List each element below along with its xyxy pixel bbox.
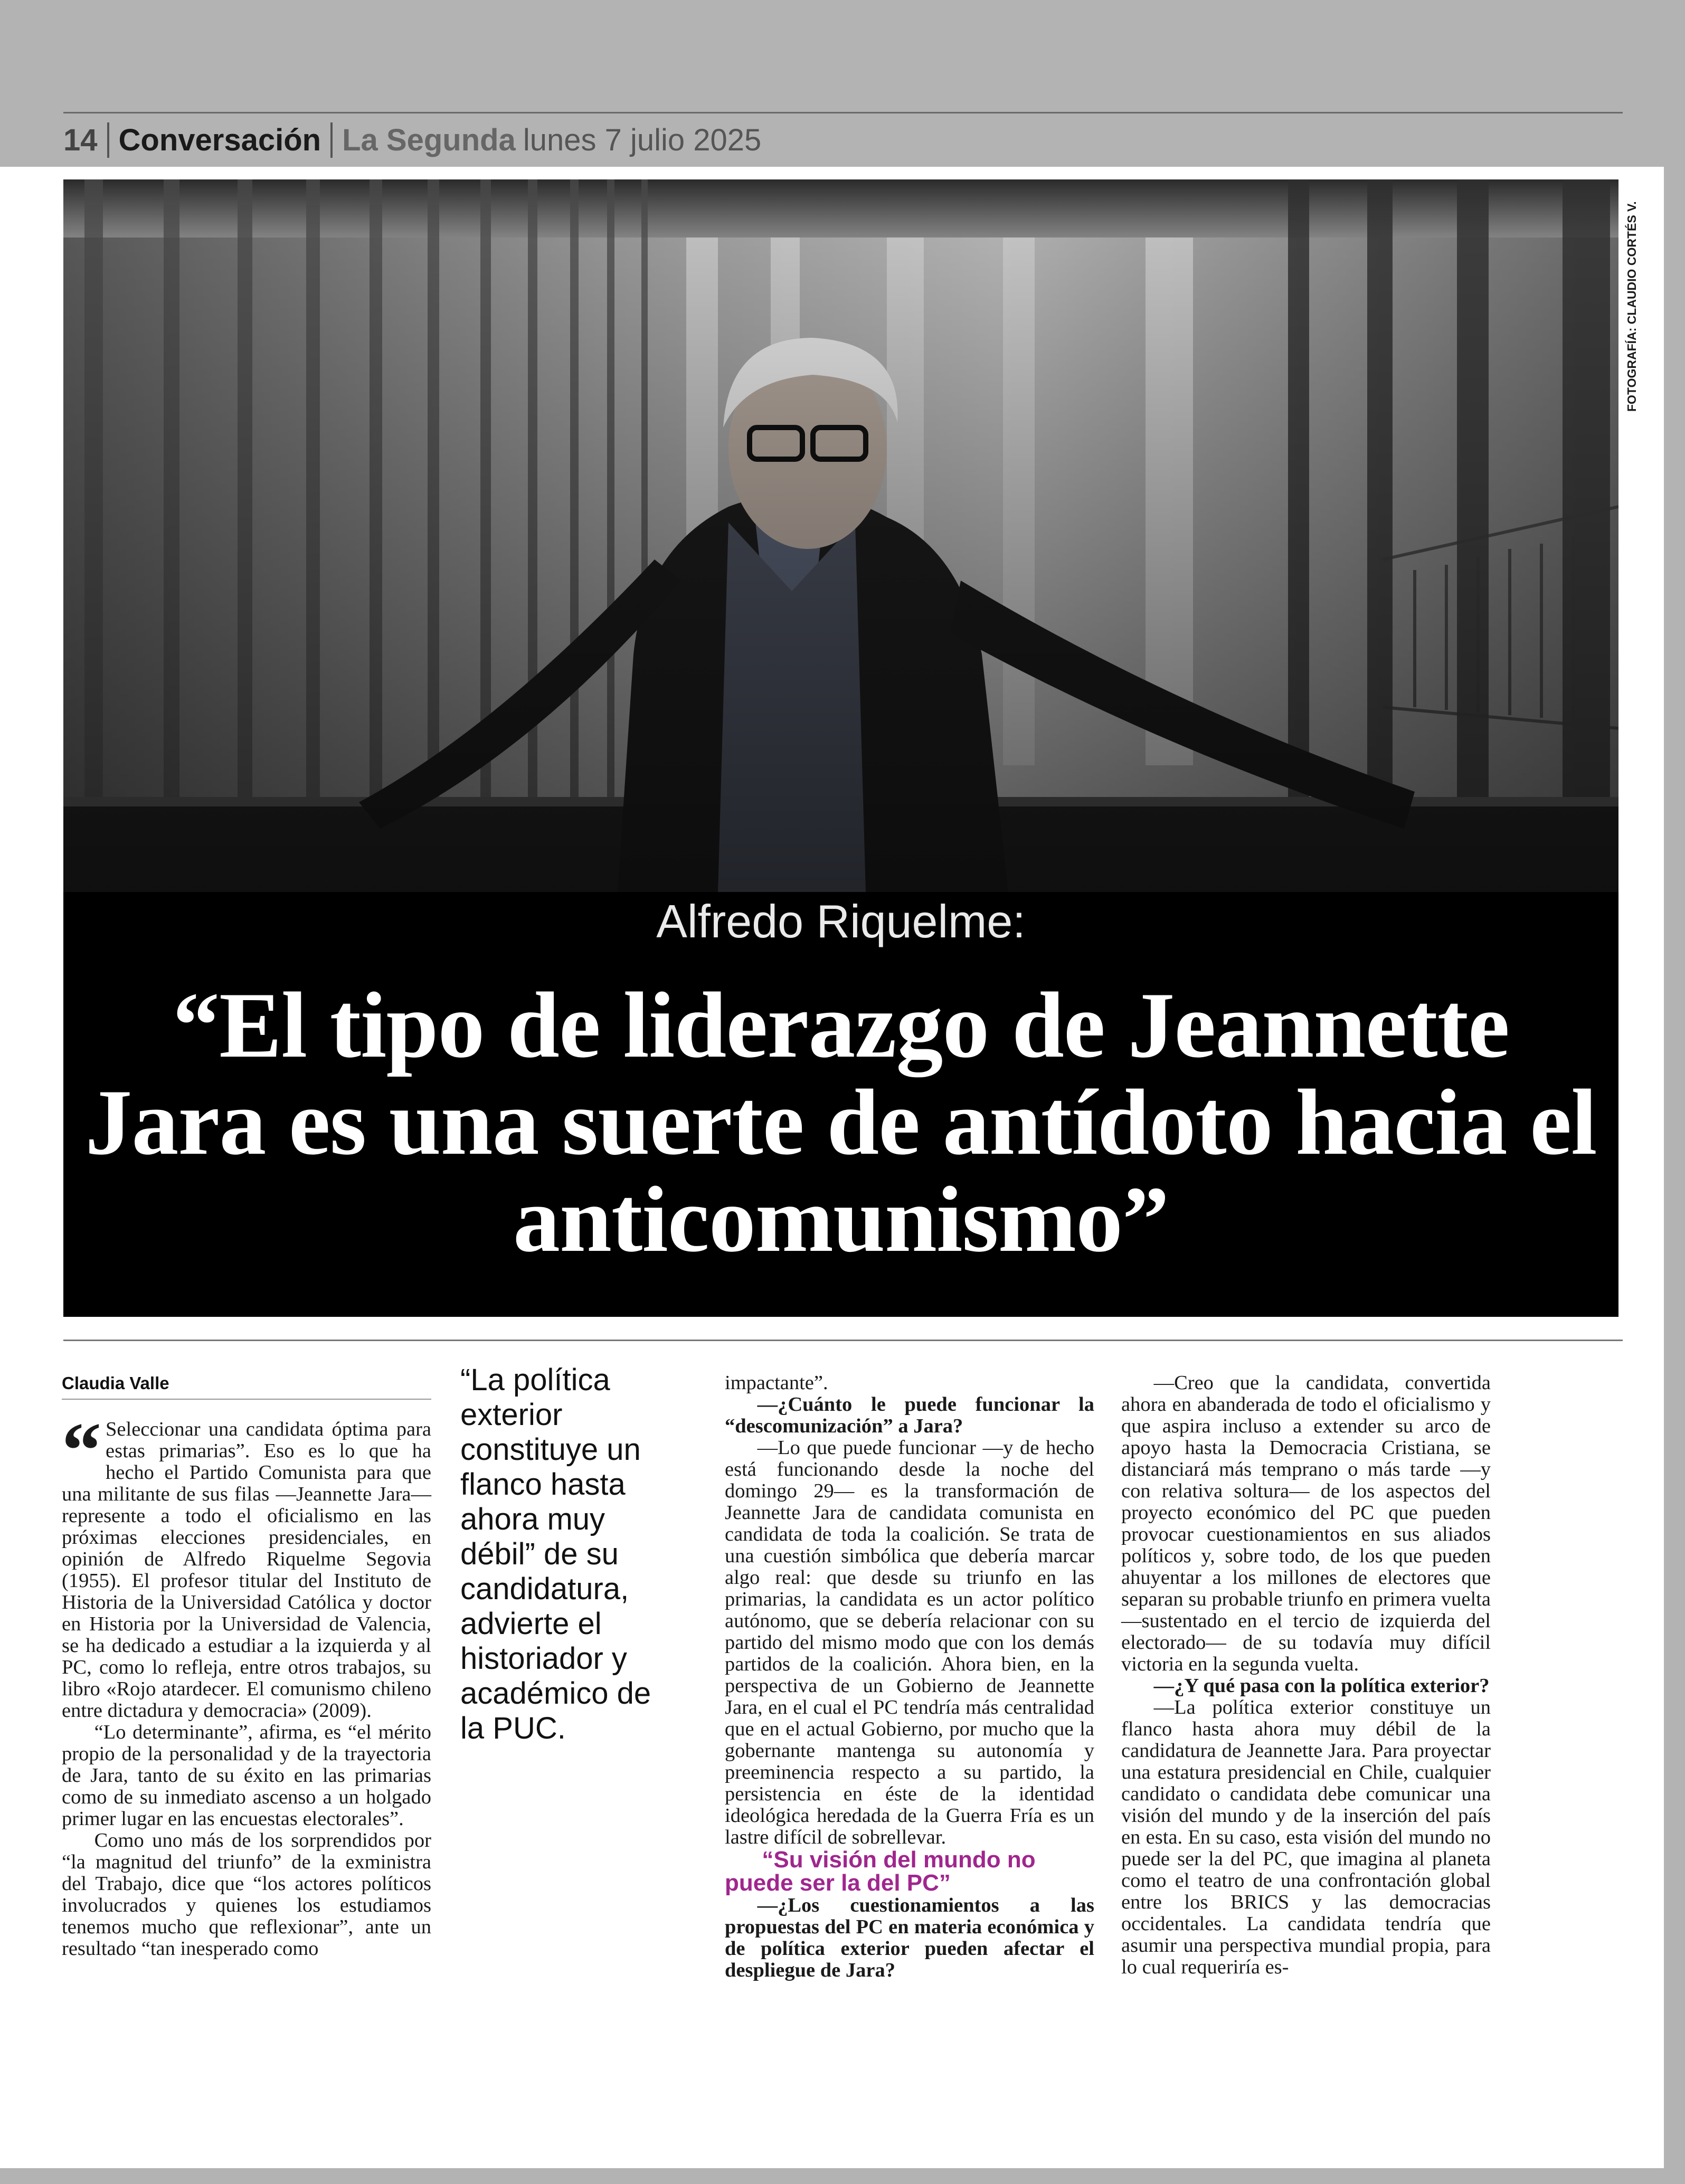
section-name: Conversación bbox=[109, 122, 333, 158]
article-paragraph: “ Seleccionar una candidata óptima para estas primarias”. Eso es lo que ha hecho el Partido Comunista para que una militante de sus filas —Jeannette Jara— represente a todo el oficialismo en las próximas elecciones presidenciales, en opinión de Alfredo Riquelme Segovia (1955). El profesor titular del Instituto de Historia de la Universidad Católica y doctor en Historia por la Universidad de Valencia, se ha dedicado a estudiar a la izquierda y al PC, como lo refleja, entre otros trabajos, su libro «Rojo atardecer. El comunismo chileno entre dictadura y democracia» (2009). bbox=[62, 1407, 431, 1722]
article-column-1 bbox=[62, 1407, 431, 1960]
drop-quote-mark: “ bbox=[62, 1407, 101, 1494]
headline-kicker: Alfredo Riquelme: bbox=[656, 895, 1026, 947]
interview-answer: —La política exterior constituye un flanco hasta ahora muy débil de la candidatura de Jeannette Jara. Para proyectar una estatura presidencial en Chile, cualquier candidato o candidata debe comunicar una visión del mundo y de la inserción del país en esta. En su caso, esta visión del mundo no puede ser la del PC, que imagina al planeta como el teatro de una confrontación global entre los BRICS y las democracias occidentales. La candidata tendría que asumir una perspectiva mundial propia, para lo cual requeriría es- bbox=[1121, 1696, 1491, 1978]
interview-question: —¿Los cuestionamientos a las propuestas del PC en materia económica y de política exterior pueden afectar el despliegue de Jara? bbox=[725, 1894, 1094, 1981]
section-rule bbox=[63, 1340, 1623, 1341]
page-number: 14 bbox=[63, 122, 109, 158]
article-paragraph: “Lo determinante”, afirma, es “el mérito propio de la personalidad y de la trayectoria de Jara, tanto de su éxito en las primarias como de su inmediato ascenso a un holgado primer lugar en las encuestas electorales”. bbox=[62, 1721, 431, 1830]
page-header bbox=[63, 119, 761, 161]
article-column-4 bbox=[1121, 1372, 1491, 1978]
byline: Claudia Valle bbox=[62, 1373, 169, 1393]
pull-quote: “La política exterior constituye un flanco hasta ahora muy débil” de su candidatura, advierte el historiador y académico de la PUC. bbox=[460, 1363, 651, 1745]
interview-answer: —Creo que la candidata, convertida ahora en abanderada de todo el oficialismo y que aspira incluso a extender su arco de apoyo hasta la Democracia Cristiana, se distanciará más temprano o más tarde —y con relativa soltura— de los aspectos del proyecto económico del PC que pueden provocar cuestionamientos en sus aliados políticos y, sobre todo, de los que pueden ahuyentar a los millones de electores que separan su probable triunfo en primera vuelta —sustentado en el tercio de izquierda del electorado— de su todavía muy difícil victoria en la segunda vuelta. bbox=[1121, 1372, 1491, 1675]
headline-box bbox=[63, 892, 1618, 1317]
article-subhead: “Su visión del mundo no puede ser la del PC” bbox=[725, 1847, 1036, 1896]
interview-answer: —Lo que puede funcionar —y de hecho está funcionando desde la noche del domingo 29— es la transformación de Jeannette Jara de candidata comunista en candidata de toda la coalición. Se trata de una cuestión simbólica que debería marcar algo real: que desde su triunfo en las primarias, la candidata es un actor político autónomo, que se debería relacionar con su partido del mismo modo que con los demás partidos de la coalición. Ahora bien, en la perspectiva de un Gobierno de Jeannette Jara, en el cual el PC tendría más centralidad que en el actual Gobierno, por mucho que la gobernante mantenga su autonomía y preeminencia respecto a su partido, la persistencia en éste de la identidad ideológica heredada de la Guerra Fría es un lastre difícil de sobrellevar. bbox=[725, 1437, 1094, 1848]
issue-date: lunes 7 julio 2025 bbox=[523, 122, 762, 157]
portrait-photo bbox=[63, 179, 1618, 892]
interview-question: —¿Y qué pasa con la política exterior? bbox=[1153, 1675, 1490, 1697]
header-rule bbox=[63, 112, 1623, 113]
article-column-3 bbox=[725, 1372, 1094, 1981]
newspaper-name: La Segunda bbox=[342, 122, 516, 157]
article-paragraph: impactante”. bbox=[725, 1372, 828, 1394]
byline-rule bbox=[62, 1399, 431, 1400]
article-paragraph: Como uno más de los sorprendidos por “la magnitud del triunfo” de la exministra del Trabajo, dice que “los actores políticos involucrados y quienes los estudiamos tenemos mucho que reflexionar”, ante un resultado “tan inesperado como bbox=[62, 1829, 431, 1960]
interview-question: —¿Cuánto le puede funcionar la “descomunización” a Jara? bbox=[725, 1393, 1094, 1437]
photo-credit: FOTOGRAFÍA: CLAUDIO CORTÉS V. bbox=[1625, 201, 1639, 412]
headline-title: “El tipo de liderazgo de Jeannette Jara es una suerte de antídoto hacia el anticomunismo” bbox=[85, 973, 1597, 1271]
